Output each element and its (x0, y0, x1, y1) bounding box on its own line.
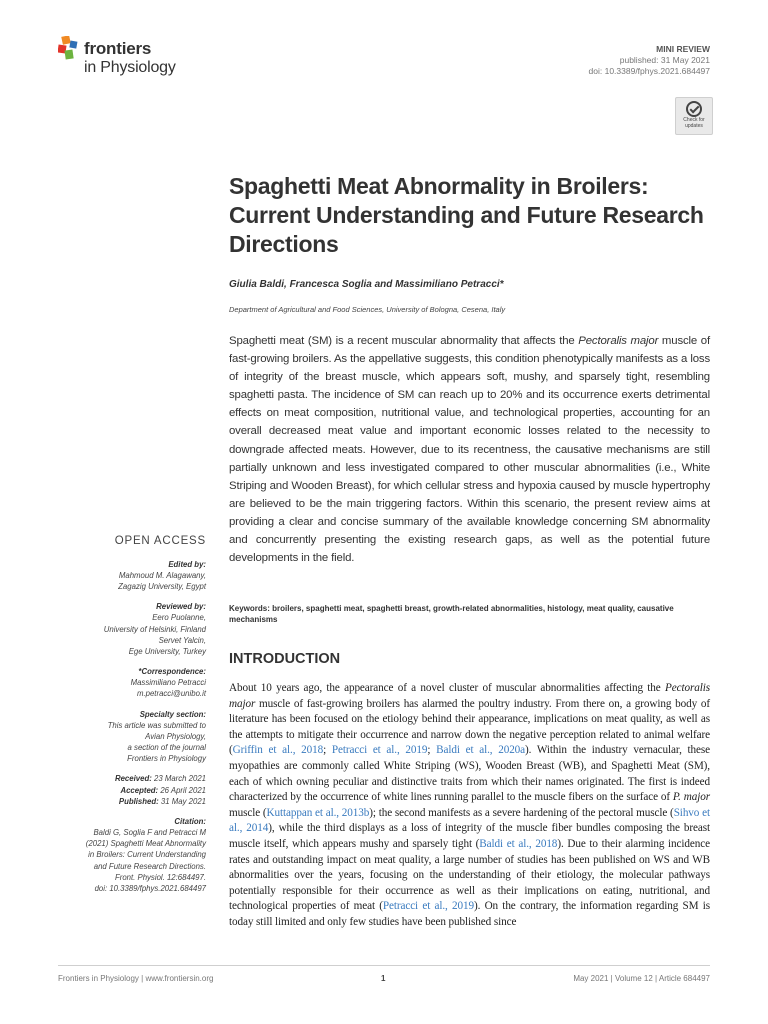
article-type: MINI REVIEW (656, 44, 710, 54)
check-for-updates-button[interactable] (675, 97, 713, 135)
citation-doi-link[interactable]: doi: 10.3389/fphys.2021.684497 (94, 884, 206, 894)
abstract: Spaghetti meat (SM) is a recent muscular abnormality that affects the Pectoralis major muscle of fast-growing broilers. As the appellative suggests, this condition phenotypically manifests as a loss of integrity of the breast muscle, which appears soft, mushy, and sparsely tight, resembling spaghetti pasta. The incidence of SM can reach up to 20% and its occurrence exerts detrimental effects on meat composition, nutritional value, and technological properties, accounting for an overall decreased meat value and important economic losses related to the necessity to downgrade affected meats. However, due to its recentness, the causative mechanisms are still partially unknown and less investigated compared to other muscular abnormalities (i.e., White Striping and Wooden Breast), for which cellular stress and hypoxia caused by muscle hypertrophy are believed to be the main triggering factors. Within this scenario, the present review aims at providing a clear and concise summary of the available knowledge concerning SM abnormality and concurrently presenting the existing research gaps, as well as the potential future developments in the field. (229, 335, 710, 565)
check-updates-icon (686, 101, 702, 117)
citation-block: Citation: Baldi G, Soglia F and Petracci M (2021) Spaghetti Meat Abnormality in Broilers: Current Understanding and Future Research Directions. Front. Physiol. 12:684497. doi: 10.3389/fphys.2021.684497 (58, 816, 206, 894)
check-updates-label: Check for updates (683, 117, 705, 129)
published-date: published: 31 May 2021 (619, 55, 710, 65)
footer-journal-link[interactable]: Frontiers in Physiology | www.frontiersin.org (58, 974, 214, 983)
footer-divider (58, 965, 710, 966)
frontiers-logo-icon (58, 36, 80, 60)
reference-link[interactable]: Petracci et al., 2019 (382, 900, 474, 913)
page-number: 1 (381, 974, 386, 983)
section-heading-introduction: INTRODUCTION (229, 651, 341, 667)
keywords: Keywords: broilers, spaghetti meat, spaghetti breast, growth-related abnormalities, histology, meat quality, causative mechanisms (229, 604, 674, 624)
article-title: Spaghetti Meat Abnormality in Broilers: Current Understanding and Future Research Directions (229, 173, 704, 257)
article-affiliation: Department of Agricultural and Food Sciences, University of Bologna, Cesena, Italy (229, 305, 506, 314)
reference-link[interactable]: Sihvo et al., 2014 (229, 806, 710, 835)
open-access-label: OPEN ACCESS (114, 535, 206, 547)
reference-link[interactable]: Kuttappan et al., 2013b (266, 806, 370, 819)
journal-name: frontiers (84, 39, 152, 58)
article-authors: Giulia Baldi, Francesca Soglia and Massimiliano Petracci* (229, 279, 504, 290)
dates-block: Received: 23 March 2021 Accepted: 26 April 2021 Published: 31 May 2021 (114, 774, 206, 806)
edited-by-block: Edited by: Mahmoud M. Alagawany, Zagazig University, Egypt (118, 560, 206, 592)
footer-issue-info: May 2021 | Volume 12 | Article 684497 (573, 974, 710, 983)
article-meta (589, 44, 710, 77)
article-info-sidebar (58, 535, 206, 903)
correspondence-email-link[interactable]: m.petracci@unibo.it (136, 689, 206, 699)
introduction-text: About 10 years ago, the appearance of a novel cluster of muscular abnormalities affecting the Pectoralis major muscle of fast-growing broilers has alarmed the poultry industry. From there on, a growing body of literature has been focused on the etiology behind their appearance, implications on meat quality, as well as the attempts to mitigate their occurrence and narrow down the negative perception related to animal welfare (Griffin et al., 2018; Petracci et al., 2019; Baldi et al., 2020a). Within the industry vernacular, these myopathies are commonly called White Striping (WS), Wooden Breast (WB), and Spaghetti Meat (SM), each of which owning peculiar and distinctive traits from which their names originated. The first is indeed characterized by the occurrence of white lines running parallel to the muscle fibers on the surface of P. major muscle (Kuttappan et al., 2013b); the second manifests as a severe hardening of the pectoral muscle (Sihvo et al., 2014), while the third displays as a loss of integrity of the muscle fiber bundles composing the breast muscle itself, which appears mushy and sparsely tight (Baldi et al., 2018). Due to their alarming incidence rates and outstanding impact on meat quality, a large number of studies has been published on WS and WB abnormalities over the years, focusing on the understanding of their etiology, the molecular pathways potentially responsible for their occurrence as well as their implications on eating, nutritional, and technological properties of meat (Petracci et al., 2019). On the contrary, the information regarding SM is today still limited and only few studies have been published since (229, 682, 711, 928)
article-doi[interactable]: doi: 10.3389/fphys.2021.684497 (588, 66, 710, 76)
reference-link[interactable]: Griffin et al., 2018 (232, 744, 324, 757)
specialty-section-block: Specialty section: This article was submitted to Avian Physiology, a section of the journal Frontiers in Physiology (107, 709, 206, 764)
journal-subname: in Physiology (84, 59, 176, 76)
reference-link[interactable]: Baldi et al., 2018 (479, 837, 558, 850)
correspondence-block: *Correspondence: Massimiliano Petracci m.petracci@unibo.it (58, 666, 206, 699)
reference-link[interactable]: Baldi et al., 2020a (436, 744, 526, 757)
reviewed-by-block: Reviewed by: Eero Puolanne, University of Helsinki, Finland Servet Yalcin, Ege University, Turkey (103, 602, 206, 657)
reference-link[interactable]: Petracci et al., 2019 (331, 744, 428, 757)
